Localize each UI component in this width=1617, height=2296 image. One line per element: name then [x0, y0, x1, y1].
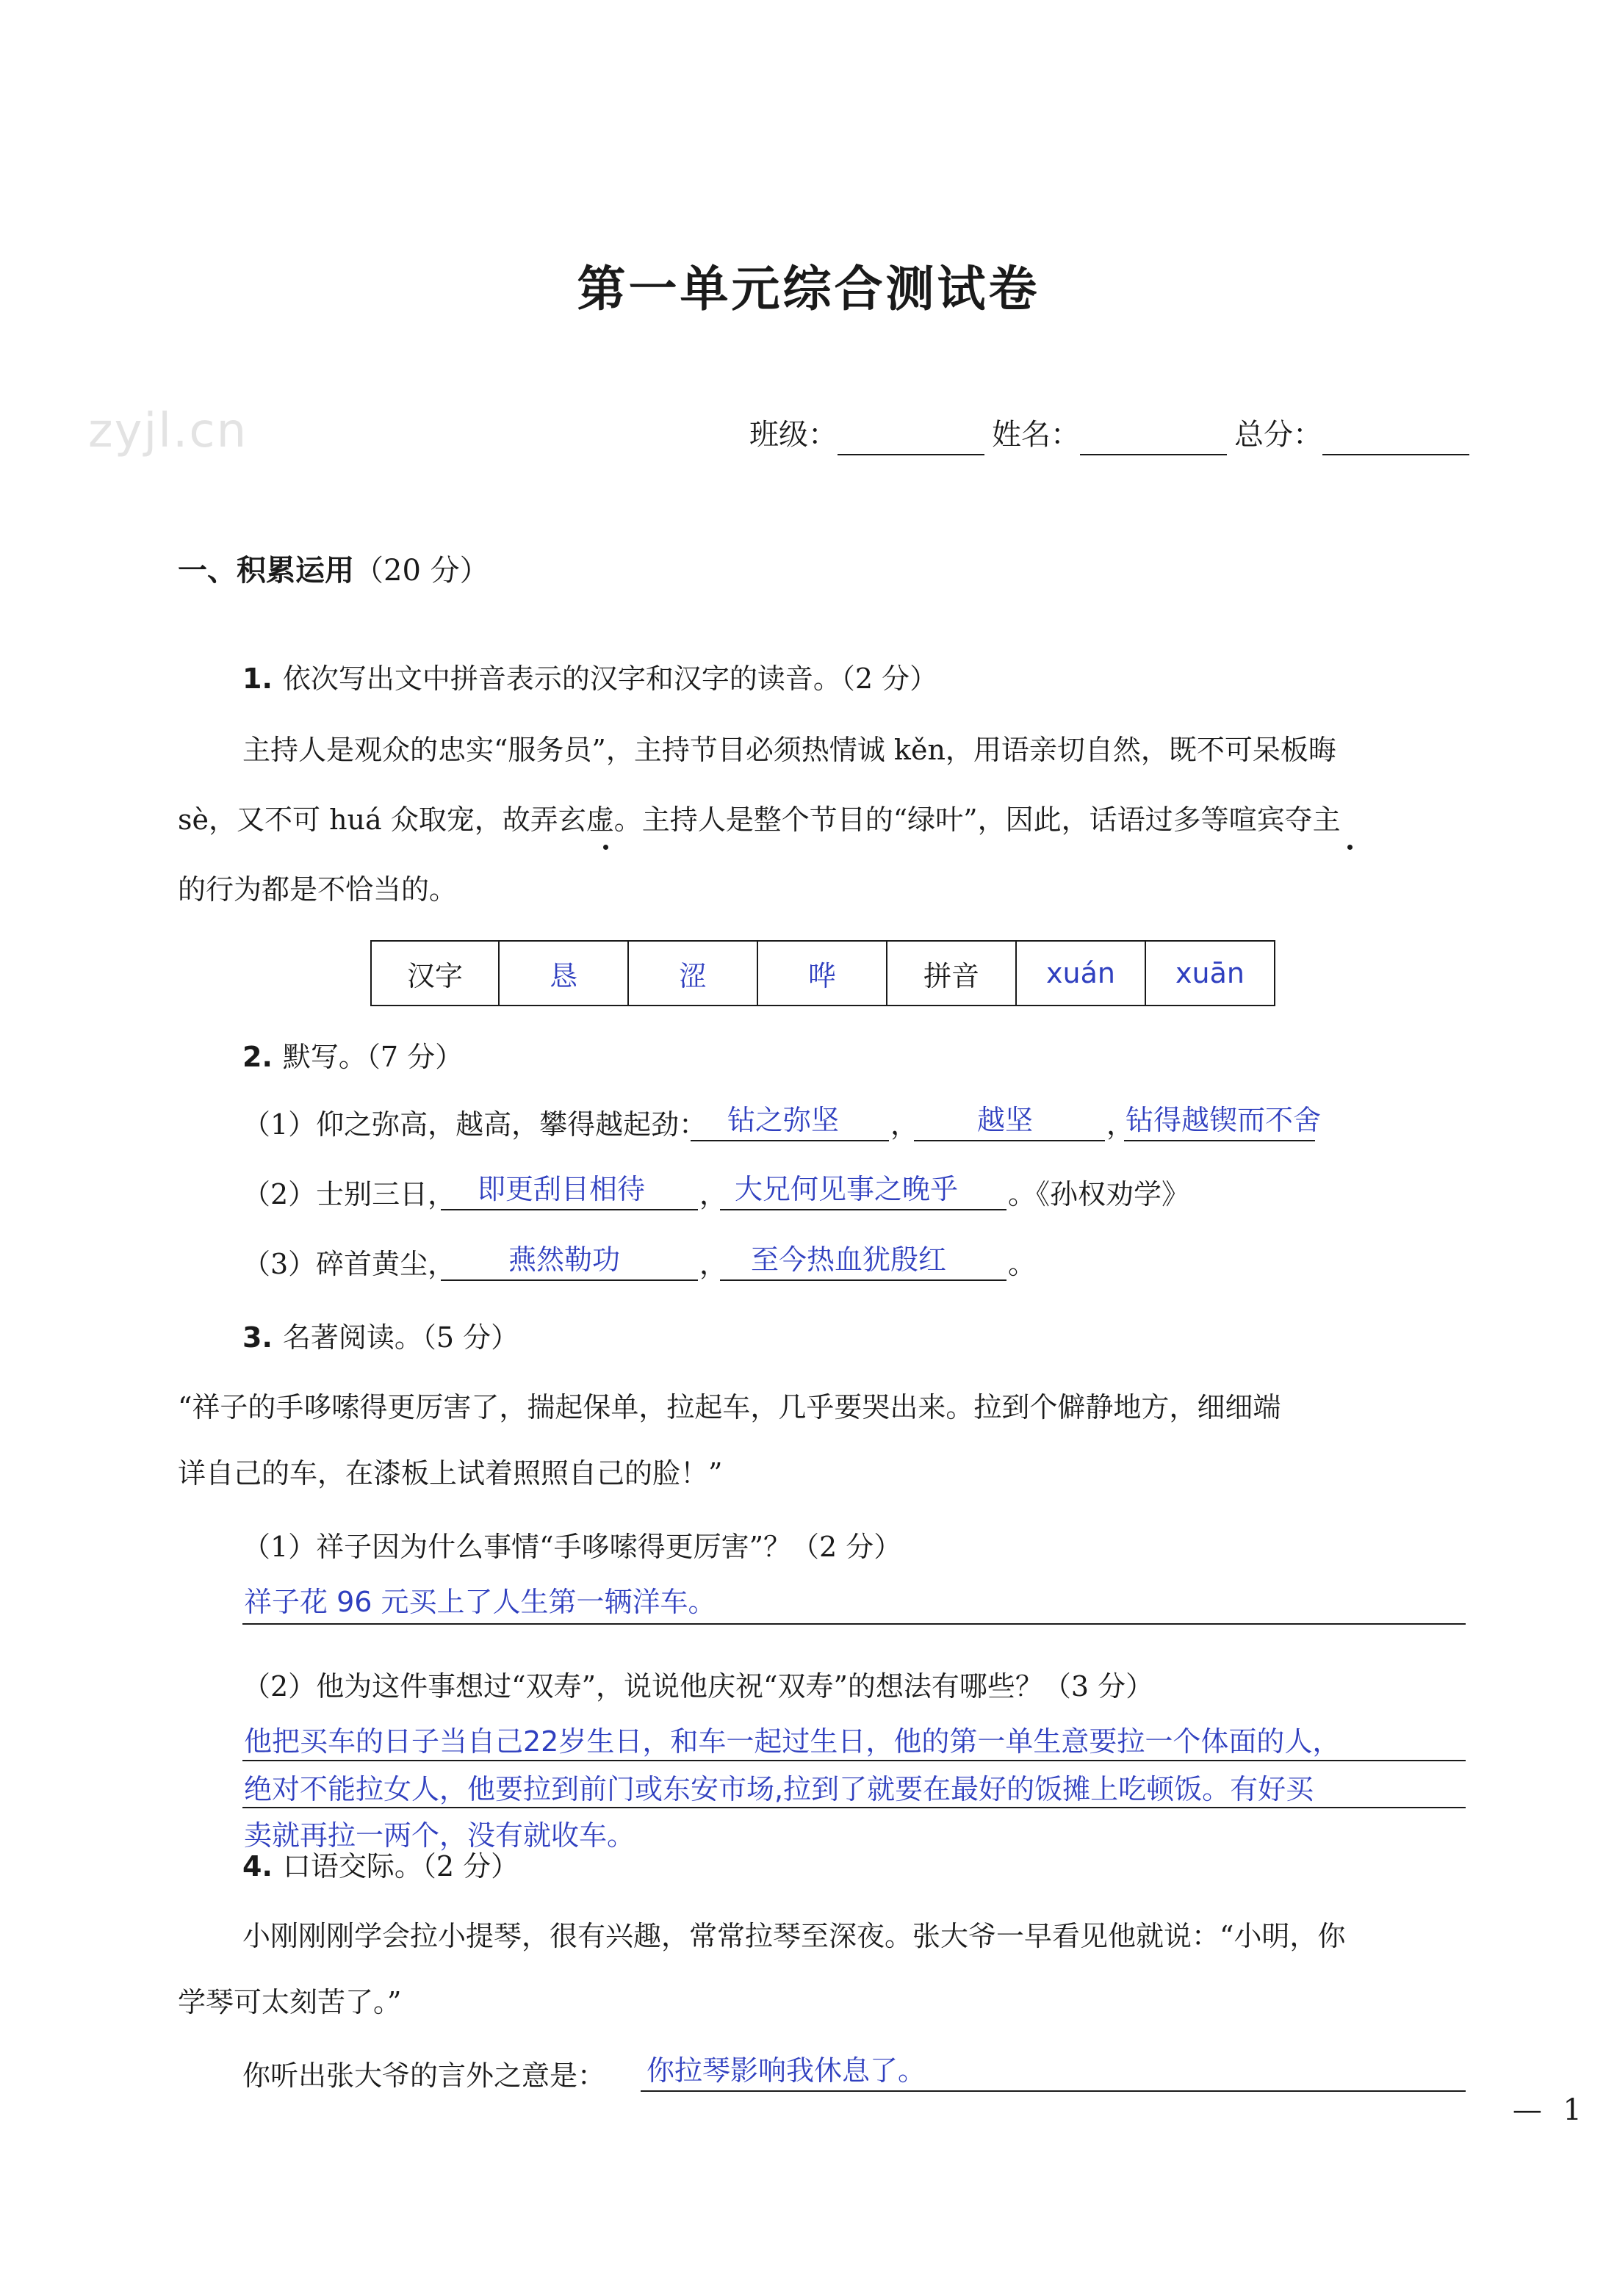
pinyin-label: 拼音: [887, 941, 1016, 1006]
handwritten-answer[interactable]: 钻之弥坚: [727, 1104, 840, 1136]
hanzi-answer[interactable]: 涩: [628, 941, 757, 1006]
answer-line: [242, 1807, 1466, 1808]
blank-line: [441, 1279, 698, 1281]
q1-passage-line: 主持人是观众的忠实“服务员”，主持节目必须热情诚 kěn，用语亲切自然，既不可呆板晦: [242, 734, 1336, 766]
q3-heading: [242, 1315, 519, 1355]
q4-passage-line: 学琴可太刻苦了。”: [178, 1986, 402, 2018]
q1-passage-line: sè，又不可 huá 众取宠，故弄玄虚。主持人是整个节目的“绿叶”，因此，话语过多等喧宾夺主: [178, 804, 1341, 836]
hanzi-label: 汉字: [371, 941, 499, 1006]
section-label: 一、积累运用: [178, 554, 354, 588]
handwritten-answer-line[interactable]: 他把买车的日子当自己22岁生日，和车一起过生日，他的第一单生意要拉一个体面的人，: [244, 1725, 1341, 1758]
class-label: 班级：: [749, 418, 838, 452]
q1-number: 1.: [242, 663, 273, 695]
name-label: 姓名：: [992, 418, 1080, 452]
q2-item-2-text: （2）士别三日，: [242, 1178, 456, 1210]
q1-heading: [242, 656, 937, 696]
score-blank[interactable]: [1322, 454, 1469, 455]
separator: ，: [699, 1248, 728, 1280]
page-title: 第一单元综合测试卷: [577, 260, 1040, 317]
handwritten-answer[interactable]: 钻得越锲而不舍: [1126, 1104, 1322, 1136]
q4-number: 4.: [242, 1850, 273, 1882]
handwritten-answer[interactable]: 越坚: [977, 1104, 1034, 1136]
q3-passage-line: 详自己的车，在漆板上试着照照自己的脸！”: [178, 1457, 723, 1490]
q1-prompt: 依次写出文中拼音表示的汉字和汉字的读音。（2 分）: [282, 663, 938, 695]
period: 。: [1008, 1248, 1037, 1280]
q3-prompt: 名著阅读。（5 分）: [282, 1321, 519, 1354]
handwritten-answer[interactable]: 祥子花 96 元买上了人生第一辆洋车。: [244, 1586, 716, 1618]
q3-number: 3.: [242, 1321, 273, 1354]
separator: ，: [699, 1178, 728, 1210]
separator: ，: [1106, 1108, 1135, 1141]
q1-passage-line: 的行为都是不恰当的。: [178, 873, 458, 906]
watermark: zyjl.cn: [88, 404, 248, 458]
answer-line: [242, 1760, 1466, 1761]
pinyin-answer[interactable]: xuán: [1016, 941, 1145, 1006]
answer-line: [242, 1623, 1466, 1625]
q2-item-1-text: （1）仰之弥高，越高，攀得越起劲：: [242, 1108, 707, 1141]
class-blank[interactable]: [838, 454, 984, 455]
q4-heading: [242, 1844, 519, 1884]
blank-line: [720, 1209, 1006, 1210]
q4-question: 你听出张大爷的言外之意是：: [242, 2059, 606, 2092]
name-blank[interactable]: [1080, 454, 1227, 455]
blank-line: [691, 1140, 889, 1141]
emphasis-dot: [603, 845, 608, 850]
separator: ，: [890, 1108, 919, 1141]
q4-passage-line: 小刚刚刚学会拉小提琴，很有兴趣，常常拉琴至深夜。张大爷一早看见他就说：“小明，你: [242, 1920, 1346, 1952]
score-label: 总分：: [1234, 418, 1322, 452]
q2-heading: [242, 1034, 463, 1075]
section-points: （20 分）: [354, 554, 489, 588]
hanzi-answer[interactable]: 恳: [499, 941, 628, 1006]
blank-line: [441, 1209, 698, 1210]
blank-line: [720, 1279, 1006, 1281]
q2-item-3-text: （3）碎首黄尘，: [242, 1248, 456, 1280]
q2-prompt: 默写。（7 分）: [282, 1041, 464, 1073]
handwritten-answer-line[interactable]: 卖就再拉一两个，没有就收车。: [244, 1819, 635, 1852]
q3-sub2-prompt: （2）他为这件事想过“双寿”，说说他庆祝“双寿”的想法有哪些？（3 分）: [242, 1670, 1154, 1703]
section-heading: [178, 547, 489, 589]
q4-prompt: 口语交际。（2 分）: [282, 1850, 519, 1882]
answer-line: [641, 2090, 1466, 2092]
handwritten-answer[interactable]: 至今热血犹殷红: [751, 1243, 947, 1276]
handwritten-answer[interactable]: 即更刮目相待: [478, 1173, 646, 1205]
q2-number: 2.: [242, 1041, 273, 1073]
hanzi-answer[interactable]: 哗: [757, 941, 887, 1006]
blank-line: [914, 1140, 1105, 1141]
answer-table: [370, 940, 1275, 1006]
q3-sub1-prompt: （1）祥子因为什么事情“手哆嗦得更厉害”？（2 分）: [242, 1531, 902, 1563]
pinyin-answer[interactable]: xuān: [1145, 941, 1275, 1006]
handwritten-answer[interactable]: 燕然勒功: [508, 1243, 621, 1276]
handwritten-answer-line[interactable]: 绝对不能拉女人，他要拉到前门或东安市场,拉到了就要在最好的饭摊上吃顿饭。有好买: [244, 1773, 1314, 1805]
handwritten-answer[interactable]: 大兄何见事之晚乎: [735, 1173, 959, 1205]
handwritten-answer[interactable]: 你拉琴影响我休息了。: [647, 2054, 926, 2087]
emphasis-dot: [1347, 845, 1353, 850]
blank-line: [1124, 1140, 1315, 1141]
q3-passage-line: “祥子的手哆嗦得更厉害了，揣起保单，拉起车，几乎要哭出来。拉到个僻静地方，细细端: [178, 1391, 1281, 1423]
page-number: — 1: [1512, 2093, 1588, 2127]
source-note: 。《孙权劝学》: [1008, 1178, 1190, 1210]
